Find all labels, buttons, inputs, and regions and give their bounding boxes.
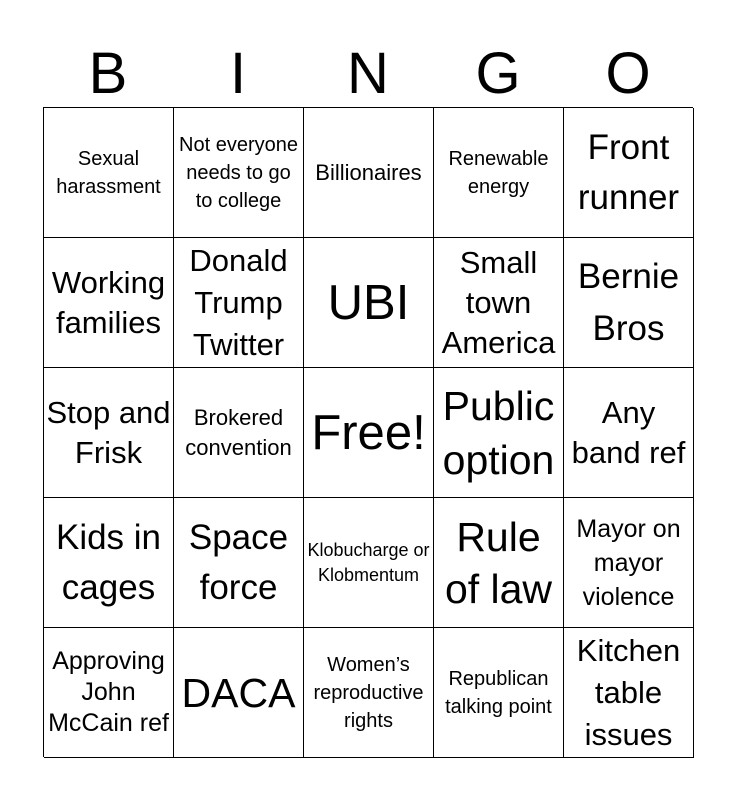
bingo-cell-r1c1[interactable]	[44, 108, 174, 238]
bingo-cell-r5c5[interactable]	[564, 628, 694, 758]
header-letter-o: O	[605, 41, 651, 106]
header-letter-g: G	[475, 41, 521, 106]
bingo-cell-r2c1[interactable]	[44, 238, 174, 368]
bingo-cell-r4c1[interactable]	[44, 498, 174, 628]
header-letter-n: N	[347, 41, 389, 106]
bingo-header	[43, 40, 693, 108]
cell-text: Kids in cages	[55, 517, 162, 607]
cell-text: Women’s reproductive rights	[313, 653, 424, 732]
bingo-cell-r2c4[interactable]	[434, 238, 564, 368]
cell-text: Kitchen table issues	[576, 632, 681, 752]
cell-text: Front runner	[577, 127, 680, 217]
cell-text: Donald Trump Twitter	[189, 242, 288, 362]
bingo-cell-r1c2[interactable]	[174, 108, 304, 238]
cell-text: Stop and Frisk	[46, 394, 171, 470]
cell-text: Billionaires	[315, 159, 422, 185]
bingo-cell-r5c3[interactable]	[304, 628, 434, 758]
bingo-cell-r3c5[interactable]	[564, 368, 694, 498]
bingo-cell-r1c4[interactable]	[434, 108, 564, 238]
bingo-cell-r4c3[interactable]	[304, 498, 434, 628]
cell-text: Renewable energy	[448, 147, 549, 198]
bingo-cell-r1c3[interactable]	[304, 108, 434, 238]
bingo-cell-r5c4[interactable]	[434, 628, 564, 758]
bingo-cell-r2c2[interactable]	[174, 238, 304, 368]
bingo-cell-r5c2[interactable]	[174, 628, 304, 758]
cell-text: Republican talking point	[445, 667, 552, 718]
cell-text: Brokered convention	[185, 404, 292, 460]
bingo-cell-r2c3[interactable]	[304, 238, 434, 368]
bingo-cell-r4c5[interactable]	[564, 498, 694, 628]
bingo-free-space[interactable]	[304, 368, 434, 498]
cell-text: Free!	[311, 405, 426, 460]
bingo-cell-r2c5[interactable]	[564, 238, 694, 368]
cell-text: Small town America	[441, 244, 556, 360]
bingo-cell-r1c5[interactable]	[564, 108, 694, 238]
cell-text: Not everyone needs to go to college	[179, 133, 298, 212]
cell-text: Mayor on mayor violence	[576, 514, 681, 611]
bingo-cell-r3c1[interactable]	[44, 368, 174, 498]
cell-text: Any band ref	[571, 394, 686, 470]
bingo-cell-r4c4[interactable]	[434, 498, 564, 628]
cell-text: Public option	[442, 382, 555, 483]
cell-text: Rule of law	[444, 513, 553, 612]
cell-text: DACA	[181, 669, 296, 716]
cell-text: Klobucharge or Klobmentum	[307, 539, 430, 585]
bingo-cell-r3c4[interactable]	[434, 368, 564, 498]
bingo-cell-r5c1[interactable]	[44, 628, 174, 758]
header-letter-b: B	[88, 41, 128, 106]
cell-text: UBI	[327, 275, 410, 330]
header-letter-i: I	[229, 41, 247, 106]
bingo-cell-r4c2[interactable]	[174, 498, 304, 628]
cell-text: Bernie Bros	[577, 256, 680, 348]
cell-text: Sexual harassment	[56, 147, 161, 198]
bingo-card-grid	[43, 107, 693, 757]
cell-text: Space force	[188, 517, 289, 607]
cell-text: Approving John McCain ref	[48, 647, 169, 737]
cell-text: Working families	[51, 264, 166, 340]
bingo-cell-r3c2[interactable]	[174, 368, 304, 498]
